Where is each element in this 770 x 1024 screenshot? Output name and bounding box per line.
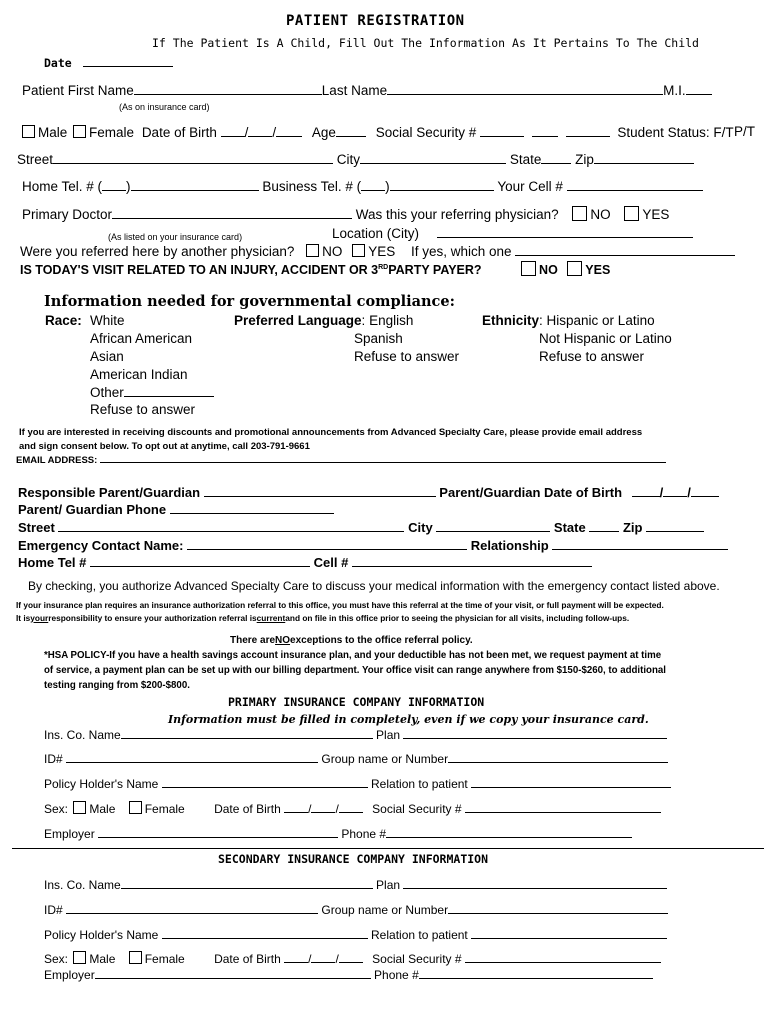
guardian-city-field[interactable] <box>436 519 550 532</box>
primary-phone-label: Phone # <box>341 827 387 841</box>
primary-employer-field[interactable] <box>98 825 338 838</box>
guardian-dob-year-field[interactable] <box>691 484 719 497</box>
guardian-dob-day-field[interactable] <box>663 484 687 497</box>
page-title: PATIENT REGISTRATION <box>286 13 465 29</box>
patient-address-row <box>17 151 694 168</box>
injury-no-checkbox[interactable] <box>521 261 536 276</box>
guardian-zip-field[interactable] <box>646 519 704 532</box>
ne-b: exceptions to the office referral policy. <box>290 635 473 646</box>
language-row: Preferred Language: English <box>234 313 414 328</box>
page-subtitle: If The Patient Is A Child, Fill Out The Information As It Pertains To The Child <box>152 36 699 50</box>
ethnicity-option-hispanic: Hispanic or Latino <box>546 313 655 328</box>
patient-phone-row: Home Tel. # ( ) Business Tel. # ( ) Your Cell # <box>22 178 703 195</box>
race-label-text: Race <box>45 313 78 328</box>
dob-day-field[interactable] <box>248 124 272 137</box>
rp-your: your <box>30 613 49 623</box>
referral-policy-line2 <box>16 610 629 626</box>
guardian-phone-label: Parent/ Guardian Phone <box>18 502 167 517</box>
date-label: Date <box>44 56 72 70</box>
guardian-dob-month-field[interactable] <box>632 484 660 497</box>
race-option-refuse: Refuse to answer <box>90 402 196 417</box>
primary-employer-row <box>44 825 632 842</box>
dob-month-field[interactable] <box>221 124 245 137</box>
secondary-male-checkbox[interactable] <box>73 951 86 964</box>
ethnicity-row: Ethnicity: Hispanic or Latino <box>482 313 655 328</box>
referred-yes-label: YES <box>368 244 396 259</box>
emergency-row <box>18 537 728 554</box>
guardian-zip-label: Zip <box>622 520 643 535</box>
home-tel-label: Home Tel. # <box>22 179 94 194</box>
primary-insurance-note: Information must be filled in completely, even if we copy your insurance card. <box>168 713 649 726</box>
guardian-dob-label: Parent/Guardian Date of Birth <box>439 485 623 500</box>
secondary-phone-label: Phone # <box>374 968 419 982</box>
primary-male-checkbox[interactable] <box>73 801 86 814</box>
responsible-guardian-field[interactable] <box>204 484 436 497</box>
student-status-label: Student Status: F/T <box>617 125 734 140</box>
secondary-group-field[interactable] <box>448 901 668 914</box>
injury-no-label: NO <box>539 263 558 278</box>
race-option-african-american: African American <box>90 331 193 346</box>
secondary-relation-label: Relation to patient <box>371 928 468 942</box>
home-area-field[interactable] <box>102 178 126 191</box>
language-option-english: English <box>369 313 414 328</box>
injury-yes-label: YES <box>585 263 611 278</box>
race-option-other-row <box>90 384 214 401</box>
primary-ins-name-field[interactable] <box>121 726 373 739</box>
ne-no: NO <box>275 635 291 646</box>
city-field[interactable] <box>360 151 506 164</box>
race-option-other: Other <box>90 385 124 400</box>
secondary-id-field[interactable] <box>66 901 318 914</box>
part-time-label: P/T <box>734 124 756 139</box>
primary-doctor-field[interactable] <box>112 206 352 219</box>
hsa-line1: *HSA POLICY-If you have a health savings account insurance plan, and your deductible has not been met, we request payment at time <box>44 650 662 661</box>
primary-doctor-label: Primary Doctor <box>22 207 113 222</box>
primary-ins-name-label: Ins. Co. Name <box>44 728 121 742</box>
home-tel-field[interactable] <box>131 178 259 191</box>
zip-label: Zip <box>575 152 594 167</box>
secondary-female-label: Female <box>144 952 185 966</box>
injury-question-sup: RD <box>378 264 389 271</box>
race-other-field[interactable] <box>124 384 214 397</box>
emergency-cell-label: Cell # <box>313 555 349 570</box>
guardian-state-field[interactable] <box>589 519 619 532</box>
referring-question: Was this your referring physician? <box>355 207 559 222</box>
referred-row <box>20 243 735 260</box>
last-name-field[interactable] <box>387 82 663 95</box>
guardian-street-label: Street <box>18 520 55 535</box>
rp-c: and on file in this office prior to seeing the physician for all visits, including follow-ups. <box>285 613 630 623</box>
secondary-plan-field[interactable] <box>403 876 667 889</box>
location-row <box>332 225 693 242</box>
primary-relation-label: Relation to patient <box>371 777 468 791</box>
male-checkbox[interactable] <box>22 125 35 138</box>
secondary-ins-name-row <box>44 876 667 893</box>
cell-label: Your Cell # <box>497 179 563 194</box>
mi-field[interactable] <box>686 82 712 95</box>
secondary-dob-month-field[interactable] <box>284 950 308 963</box>
language-label: Preferred Language <box>234 313 362 328</box>
primary-dob-day-field[interactable] <box>311 800 335 813</box>
guardian-phone-field[interactable] <box>170 501 334 514</box>
city-label: City <box>336 152 361 167</box>
injury-question-b: PARTY PAYER? <box>388 263 482 278</box>
primary-plan-field[interactable] <box>403 726 667 739</box>
emergency-phone-row <box>18 554 592 571</box>
race-option-american-indian: American Indian <box>90 367 188 382</box>
primary-male-label: Male <box>89 802 116 816</box>
language-option-refuse: Refuse to answer <box>354 349 460 364</box>
email-label: EMAIL ADDRESS <box>16 455 95 466</box>
ne-a: There are <box>230 635 276 646</box>
primary-id-label: ID# <box>44 752 63 766</box>
street-label: Street <box>17 152 54 167</box>
secondary-sex-row: Sex: Male Female Date of Birth / / Social Security # <box>44 950 661 967</box>
primary-dob-year-field[interactable] <box>339 800 363 813</box>
secondary-dob-label: Date of Birth <box>214 952 281 966</box>
rp-a: It is <box>16 613 31 623</box>
ethnicity-option-refuse: Refuse to answer <box>539 349 645 364</box>
referred-yes-checkbox[interactable] <box>352 244 365 257</box>
secondary-holder-field[interactable] <box>162 926 368 939</box>
primary-relation-field[interactable] <box>471 775 671 788</box>
emergency-home-tel-field[interactable] <box>90 554 310 567</box>
primary-sex-label: Sex: <box>44 802 69 816</box>
relationship-field[interactable] <box>552 537 728 550</box>
date-row <box>44 54 173 71</box>
cell-field[interactable] <box>567 178 703 191</box>
primary-holder-label: Policy Holder's Name <box>44 777 159 791</box>
primary-ins-name-row <box>44 726 667 743</box>
referring-no-label: NO <box>590 207 611 222</box>
mi-label: M.I. <box>663 83 686 98</box>
referring-yes-label: YES <box>642 207 670 222</box>
emergency-cell-field[interactable] <box>352 554 592 567</box>
secondary-relation-field[interactable] <box>471 926 667 939</box>
email-row: EMAIL ADDRESS: <box>16 453 666 469</box>
rp-b: responsibility to ensure your authorization referral is <box>48 613 257 623</box>
female-checkbox[interactable] <box>73 125 86 138</box>
injury-question <box>20 260 482 278</box>
referral-policy-line1: If your insurance plan requires an insurance authorization referral to this office, you must have this referral at the time of your visit, or full payment will be expected. <box>16 600 664 610</box>
secondary-plan-label: Plan <box>376 878 401 892</box>
primary-female-checkbox[interactable] <box>129 801 142 814</box>
guardian-street-field[interactable] <box>58 519 404 532</box>
guardian-phone-row <box>18 501 334 518</box>
if-yes-label: If yes, which one <box>410 244 512 259</box>
dob-year-field[interactable] <box>276 124 302 137</box>
business-tel-field[interactable] <box>390 178 494 191</box>
race-option-asian: Asian <box>90 349 124 364</box>
secondary-group-label: Group name or Number <box>321 903 449 917</box>
guardian-address-row <box>18 519 704 536</box>
primary-phone-field[interactable] <box>386 825 632 838</box>
referred-no-label: NO <box>322 244 343 259</box>
state-label: State <box>509 152 542 167</box>
secondary-dob-day-field[interactable] <box>311 950 335 963</box>
emergency-contact-label: Emergency Contact Name: <box>18 538 184 553</box>
dob-label: Date of Birth <box>141 125 217 140</box>
secondary-ins-name-label: Ins. Co. Name <box>44 878 121 892</box>
emergency-contact-field[interactable] <box>187 537 467 550</box>
location-field[interactable] <box>437 225 693 238</box>
business-area-field[interactable] <box>361 178 385 191</box>
female-label: Female <box>89 125 135 140</box>
ssn-part3-field[interactable] <box>566 124 610 137</box>
secondary-ins-name-field[interactable] <box>121 876 373 889</box>
referred-question: Were you referred here by another physician? <box>20 244 295 259</box>
secondary-employer-row <box>44 966 653 983</box>
language-option-spanish: Spanish <box>354 331 403 346</box>
state-field[interactable] <box>541 151 571 164</box>
primary-doctor-row <box>22 206 669 223</box>
primary-ssn-label: Social Security # <box>372 802 462 816</box>
primary-plan-label: Plan <box>376 728 401 742</box>
guardian-state-label: State <box>553 520 586 535</box>
hsa-line2: of service, a payment plan can be set up with our billing department. Your office visit can range anywhere from $150-$260, to additional <box>44 665 666 676</box>
primary-id-row <box>44 750 668 767</box>
first-name-label: Patient First Name <box>22 83 134 98</box>
primary-employer-label: Employer <box>44 827 95 841</box>
date-field[interactable] <box>83 54 173 67</box>
primary-dob-month-field[interactable] <box>284 800 308 813</box>
ssn-part1-field[interactable] <box>480 124 524 137</box>
secondary-dob-year-field[interactable] <box>339 950 363 963</box>
primary-holder-row <box>44 775 671 792</box>
authorize-statement: By checking, you authorize Advanced Specialty Care to discuss your medical information with the emergency contact listed above. <box>28 579 720 593</box>
secondary-female-checkbox[interactable] <box>129 951 142 964</box>
as-listed-note: (As listed on your insurance card) <box>108 232 243 242</box>
email-field[interactable] <box>100 453 666 463</box>
email-notice-line1: If you are interested in receiving discounts and promotional announcements from Advanced Specialty Care, please provide email address <box>19 427 643 438</box>
primary-sex-row: Sex: Male Female Date of Birth / / Social Security # <box>44 800 661 817</box>
rp-current: current <box>256 613 286 623</box>
relationship-label: Relationship <box>470 538 549 553</box>
business-tel-label: Business Tel. # <box>262 179 353 194</box>
male-label: Male <box>38 125 68 140</box>
guardian-city-label: City <box>408 520 433 535</box>
which-physician-field[interactable] <box>515 243 735 256</box>
primary-dob-label: Date of Birth <box>214 802 281 816</box>
ssn-part2-field[interactable] <box>532 124 558 137</box>
first-name-field[interactable] <box>134 82 322 95</box>
last-name-label: Last Name <box>321 83 388 98</box>
race-label: Race: <box>45 313 82 328</box>
no-exceptions-line <box>230 633 473 649</box>
guardian-row: Responsible Parent/Guardian Parent/Guardian Date of Birth / / <box>18 484 719 501</box>
secondary-phone-field[interactable] <box>419 966 653 979</box>
section-divider <box>12 848 764 849</box>
secondary-male-label: Male <box>89 952 116 966</box>
primary-group-label: Group name or Number <box>321 752 449 766</box>
street-field[interactable] <box>53 151 333 164</box>
age-label: Age <box>311 125 336 140</box>
secondary-ssn-field[interactable] <box>465 950 661 963</box>
race-option-white: White <box>90 313 125 328</box>
patient-demographics-row: Male Female Date of Birth / / Age Social Security # Student Status: F/T <box>20 124 734 141</box>
injury-row <box>20 260 610 278</box>
primary-id-field[interactable] <box>66 750 318 763</box>
location-label: Location (City) <box>332 226 420 241</box>
ethnicity-option-not-hispanic: Not Hispanic or Latino <box>539 331 672 346</box>
secondary-employer-field[interactable] <box>95 966 371 979</box>
secondary-employer-label: Employer <box>44 968 95 982</box>
hsa-line3: testing ranging from $200-$800. <box>44 680 190 691</box>
primary-group-field[interactable] <box>448 750 668 763</box>
injury-question-a: IS TODAY'S VISIT RELATED TO AN INJURY, ACCIDENT OR 3 <box>20 263 379 278</box>
secondary-id-label: ID# <box>44 903 63 917</box>
age-field[interactable] <box>336 124 366 137</box>
zip-field[interactable] <box>594 151 694 164</box>
secondary-ssn-label: Social Security # <box>372 952 462 966</box>
secondary-insurance-heading: SECONDARY INSURANCE COMPANY INFORMATION <box>218 852 489 866</box>
referring-yes-checkbox[interactable] <box>624 206 639 221</box>
referring-no-checkbox[interactable] <box>572 206 587 221</box>
patient-name-row <box>22 82 712 99</box>
primary-insurance-heading: PRIMARY INSURANCE COMPANY INFORMATION <box>228 695 485 709</box>
compliance-heading: Information needed for governmental compliance: <box>44 293 455 310</box>
referred-no-checkbox[interactable] <box>306 244 319 257</box>
primary-holder-field[interactable] <box>162 775 368 788</box>
secondary-sex-label: Sex: <box>44 952 69 966</box>
injury-yes-checkbox[interactable] <box>567 261 582 276</box>
responsible-guardian-label: Responsible Parent/Guardian <box>18 485 201 500</box>
ssn-label: Social Security # <box>375 125 477 140</box>
email-notice-line2: and sign consent below. To opt out at anytime, call 203-791-9661 <box>19 441 310 452</box>
emergency-home-tel-label: Home Tel # <box>18 555 87 570</box>
primary-ssn-field[interactable] <box>465 800 661 813</box>
ethnicity-label: Ethnicity <box>482 313 540 328</box>
secondary-holder-label: Policy Holder's Name <box>44 928 159 942</box>
secondary-id-row <box>44 901 668 918</box>
secondary-holder-row <box>44 926 667 943</box>
as-on-card-note: (As on insurance card) <box>119 102 210 112</box>
emergency-contact-label-text: Emergency Contact Name <box>18 538 180 553</box>
primary-female-label: Female <box>144 802 185 816</box>
